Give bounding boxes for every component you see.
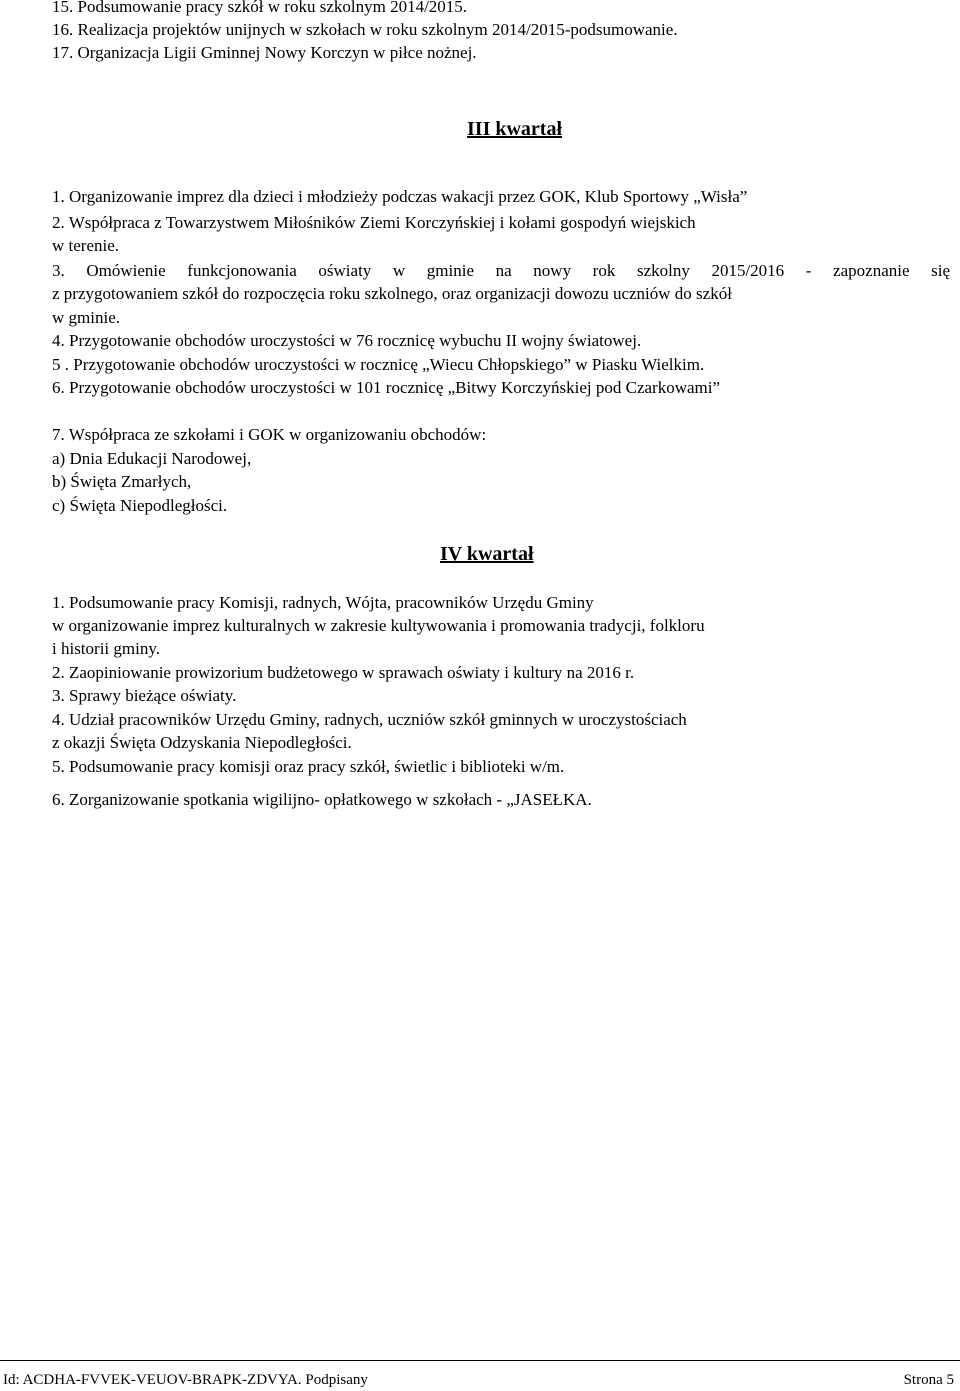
- list-item: 1. Podsumowanie pracy Komisji, radnych, Wójta, pracowników Urzędu Gminy: [52, 593, 594, 612]
- list-item: 5. Podsumowanie pracy komisji oraz pracy szkół, świetlic i biblioteki w/m.: [52, 757, 565, 776]
- list-item: w gminie.: [52, 308, 120, 327]
- list-item: 17. Organizacja Ligii Gminnej Nowy Korczyn w piłce nożnej.: [52, 43, 477, 62]
- section-heading-iv: IV kwartał: [440, 543, 534, 565]
- list-item: 4. Udział pracowników Urzędu Gminy, radnych, uczniów szkół gminnych w uroczystościach: [52, 710, 687, 729]
- list-item: i historii gminy.: [52, 639, 160, 658]
- list-item: 16. Realizacja projektów unijnych w szkołach w roku szkolnym 2014/2015-podsumowanie.: [52, 20, 678, 39]
- list-item: 5 . Przygotowanie obchodów uroczystości w rocznicę „Wiecu Chłopskiego” w Piasku Wielkim.: [52, 355, 705, 374]
- list-item: z przygotowaniem szkół do rozpoczęcia roku szkolnego, oraz organizacji dowozu uczniów do szkół: [52, 284, 732, 303]
- list-item: 1. Organizowanie imprez dla dzieci i młodzieży podczas wakacji przez GOK, Klub Sportowy „Wisła”: [52, 187, 748, 206]
- list-item: 2. Zaopiniowanie prowizorium budżetowego w sprawach oświaty i kultury na 2016 r.: [52, 663, 635, 682]
- page-number: Strona 5: [903, 1372, 954, 1388]
- list-item: c) Święta Niepodległości.: [52, 496, 228, 515]
- list-item: 3. Sprawy bieżące oświaty.: [52, 686, 237, 705]
- footer-divider: [0, 1360, 960, 1361]
- list-item: z okazji Święta Odzyskania Niepodległości.: [52, 733, 352, 752]
- document-id: Id: ACDHA-FVVEK-VEUOV-BRAPK-ZDVYA. Podpisany: [3, 1372, 368, 1388]
- list-item: b) Święta Zmarłych,: [52, 472, 192, 491]
- list-item: w terenie.: [52, 236, 120, 255]
- list-item: 7. Współpraca ze szkołami i GOK w organizowaniu obchodów:: [52, 425, 487, 444]
- list-item: a) Dnia Edukacji Narodowej,: [52, 449, 252, 468]
- list-item: 6. Przygotowanie obchodów uroczystości w 101 rocznicę „Bitwy Korczyńskiej pod Czarkowami”: [52, 378, 721, 397]
- list-item: 2. Współpraca z Towarzystwem Miłośników Ziemi Korczyńskiej i kołami gospodyń wiejskich: [52, 213, 696, 232]
- section-heading-iii: III kwartał: [467, 118, 563, 140]
- list-item: 15. Podsumowanie pracy szkół w roku szkolnym 2014/2015.: [52, 0, 468, 16]
- list-item: w organizowanie imprez kulturalnych w zakresie kultywowania i promowania tradycji, folkloru: [52, 616, 705, 635]
- list-item: 6. Zorganizowanie spotkania wigilijno- opłatkowego w szkołach - „JASEŁKA.: [52, 790, 592, 809]
- list-item: 3. Omówienie funkcjonowania oświaty w gminie na nowy rok szkolny 2015/2016 - zapoznanie się: [52, 261, 950, 280]
- list-item: 4. Przygotowanie obchodów uroczystości w 76 rocznicę wybuchu II wojny światowej.: [52, 331, 642, 350]
